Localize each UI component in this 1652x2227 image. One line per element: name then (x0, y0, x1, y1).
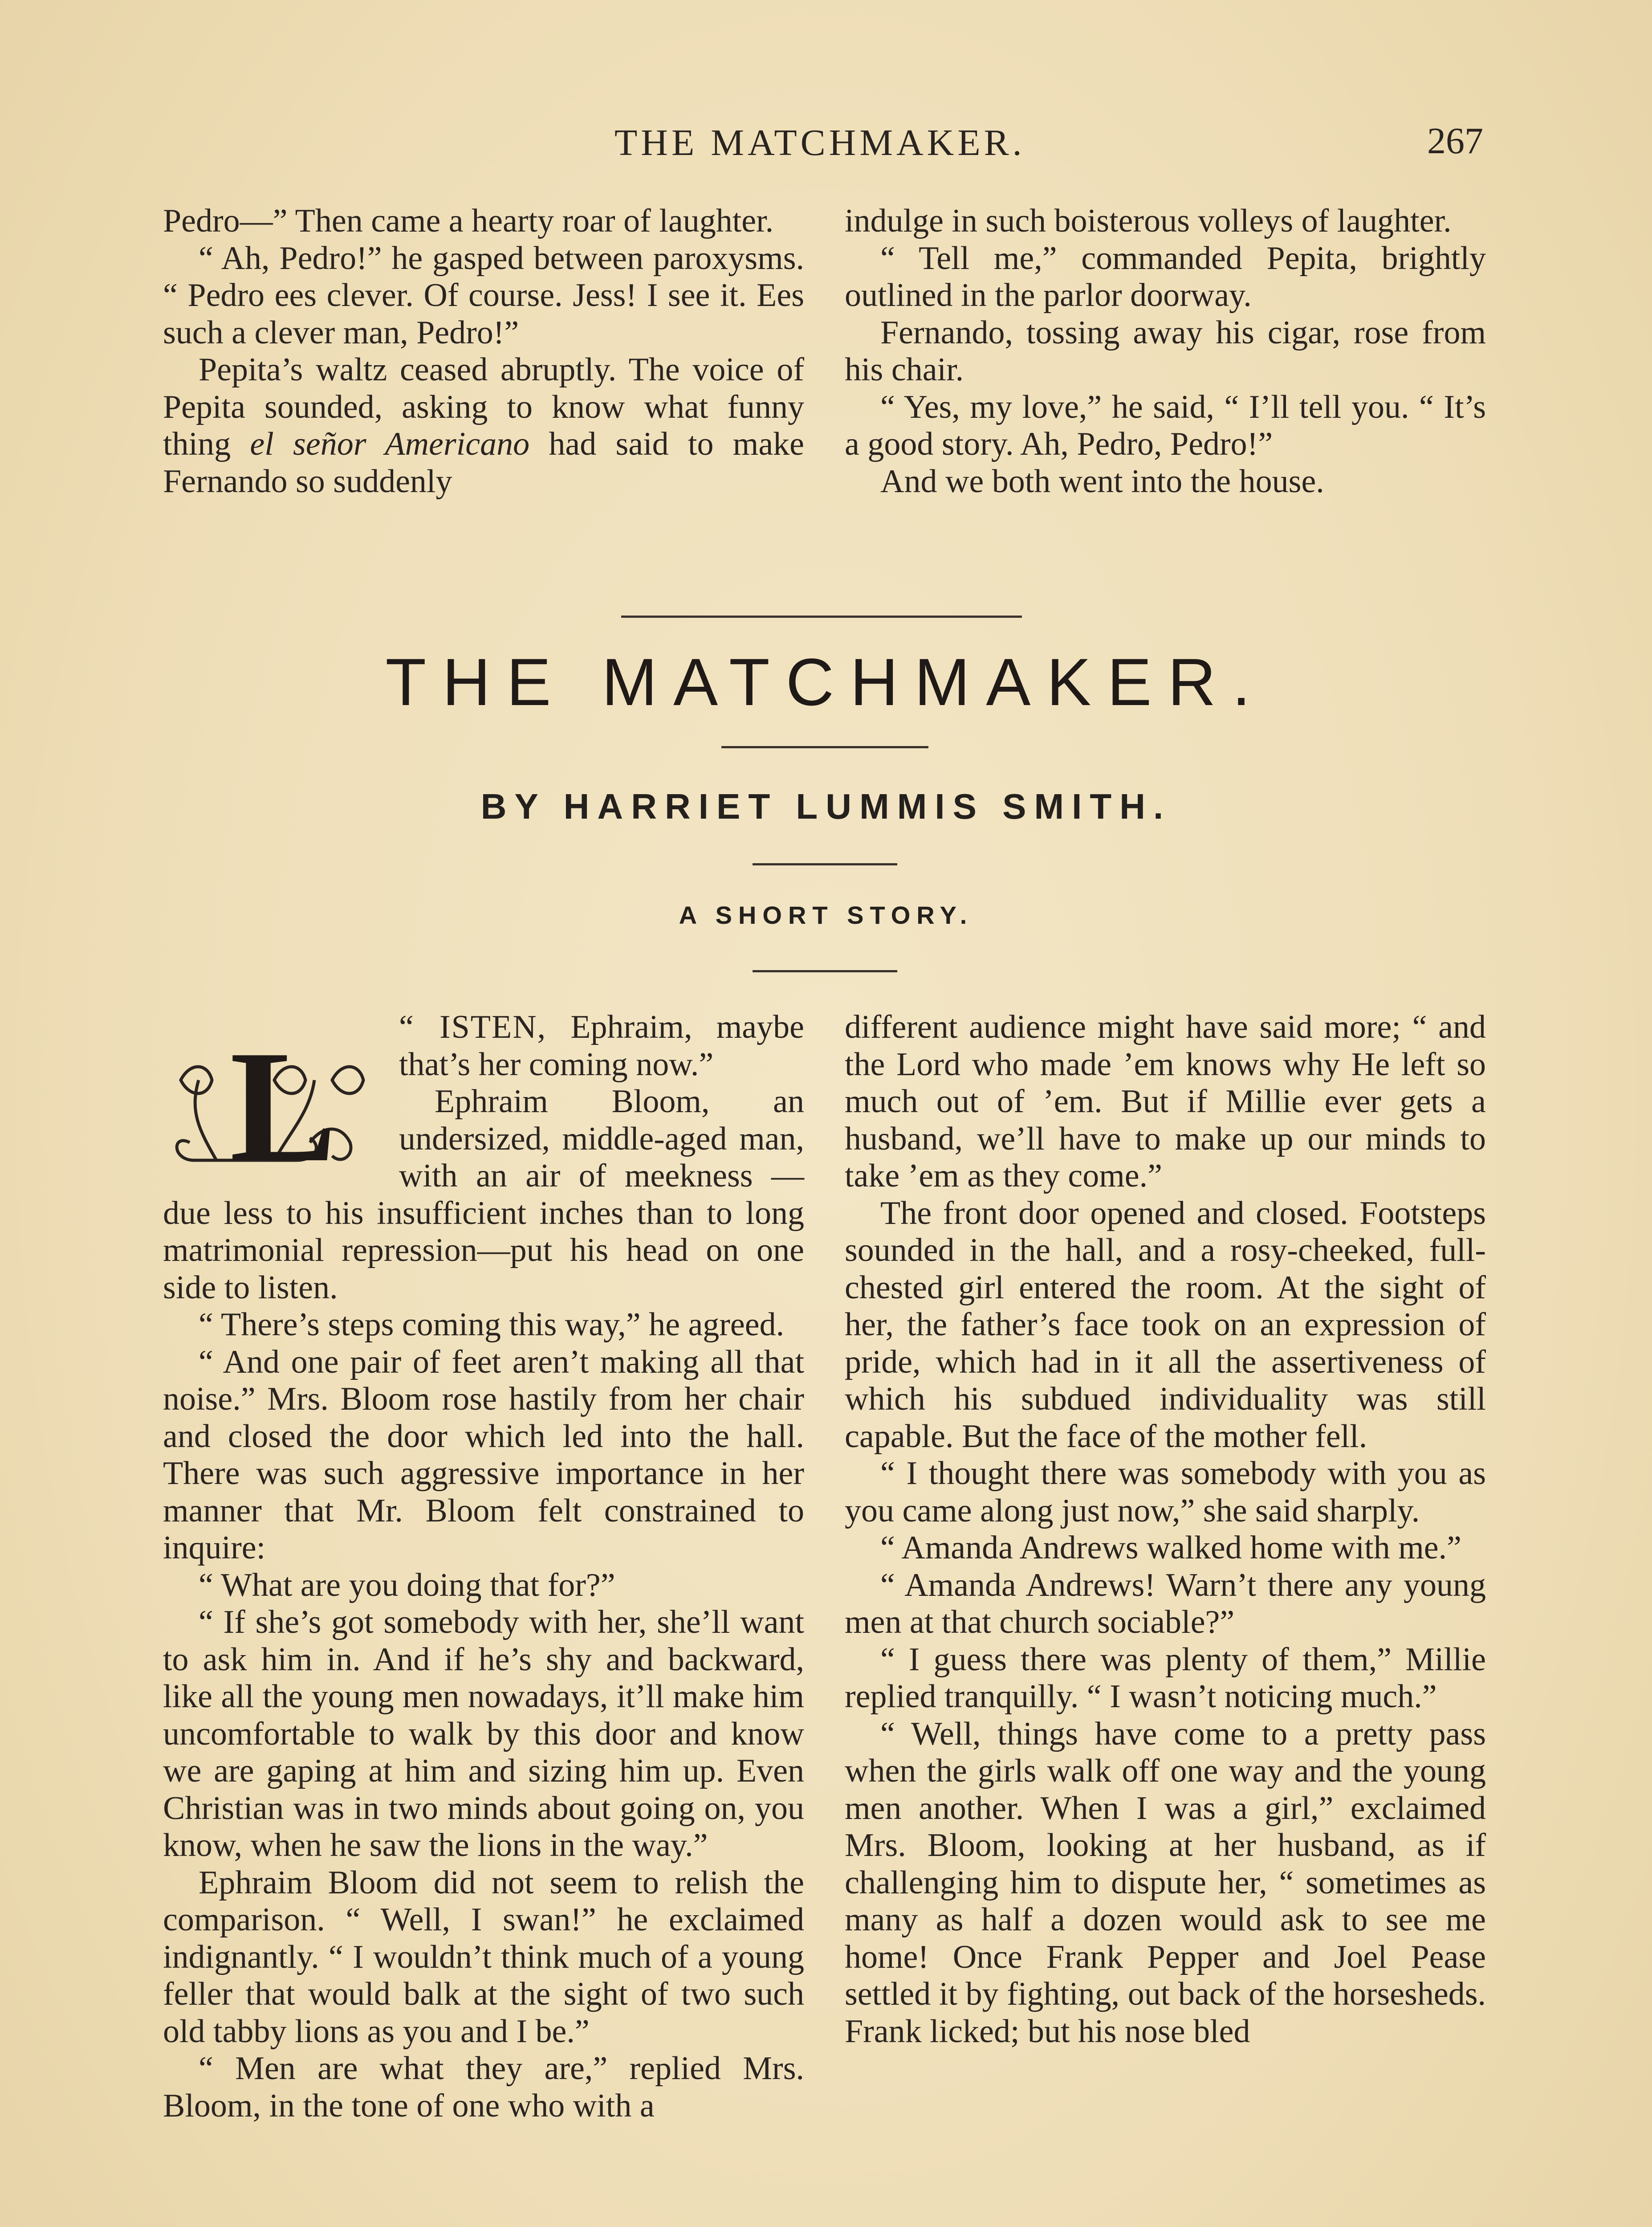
paragraph: “ Yes, my love,” he said, “ I’ll tell you. “ It’s a good story. Ah, Pedro, Pedro!” (845, 388, 1486, 462)
byline: BY HARRIET LUMMIS SMITH. (480, 787, 1172, 826)
paragraph: The front door opened and closed. Footsteps sounded in the hall, and a rosy-cheeked, full-chested girl entered the room. At the sight of her, the father’s face took on an expression of pride, which had in it all the assertiveness of which his subdued individuality was still capable. But the face of the mother fell. (845, 1195, 1486, 1455)
paragraph: Ephraim Bloom did not seem to relish the comparison. “ Well, I swan!” he exclaimed indignantly. “ I wouldn’t think much of a young feller that would balk at the sight of two such old tabby lions as you and I be.” (163, 1864, 804, 2050)
paragraph: Pedro—” Then came a hearty roar of laughter. (163, 203, 774, 239)
paragraph: indulge in such boisterous volleys of laughter. (845, 203, 1452, 239)
paragraph: “ Well, things have come to a pretty pass when the girls walk off one way and the young men another. When I was a girl,” exclaimed Mrs. Bloom, looking at her husband, as if challenging him to dispute her, “ sometimes as many as half a dozen would ask to see me home! Once Frank Pepper and Joel Pease settled it by fighting, out back of the horsesheds. Frank licked; but his nose bled (845, 1715, 1486, 2050)
paragraph: Fernando, tossing away his cigar, rose from his chair. (845, 314, 1486, 388)
paragraph: “ If she’s got somebody with her, she’ll want to ask him in. And if he’s shy and backward, like all the young men nowadays, it’ll make him uncomfortable to walk by this door and know we are gaping at him and sizing him up. Even Christian was in two minds about going on, you know, when he saw the lions in the way.” (163, 1604, 804, 1864)
title-underline (721, 746, 928, 748)
story-left-column (163, 1009, 804, 2125)
byline-underline (753, 863, 897, 865)
story-title: THE MATCHMAKER. (385, 644, 1267, 719)
paragraph-text: Pepita’s waltz ceased abruptly. The voice of Pepita sounded, asking to know what funny thing (163, 351, 804, 462)
story-right-column (845, 1009, 1486, 2050)
paragraph: “ I guess there was plenty of them,” Millie replied tranquilly. “ I wasn’t noticing much.” (845, 1641, 1486, 1715)
kind-underline (753, 970, 897, 972)
previous-story-right-column (845, 203, 1486, 500)
section-divider (621, 616, 1022, 618)
previous-story-left-column (163, 203, 804, 500)
paragraph: “ Ah, Pedro!” he gasped between paroxysms. “ Pedro ees clever. Of course. Jess! I see it. Ees such a clever man, Pedro!” (163, 240, 804, 351)
running-head: THE MATCHMAKER. (614, 122, 1025, 163)
paragraph: And we both went into the house. (880, 463, 1324, 500)
paragraph: “ Men are what they are,” replied Mrs. Bloom, in the tone of one who with a (163, 2050, 804, 2124)
paragraph: “ Amanda Andrews walked home with me.” (880, 1530, 1461, 1566)
paragraph: “ And one pair of feet aren’t making all that noise.” Mrs. Bloom rose hastily from her chair and closed the door which led into the hall. There was such aggressive importance in her manner that Mr. Bloom felt constrained to inquire: (163, 1343, 804, 1566)
opening-word: “ ISTEN, (399, 1009, 547, 1045)
paragraph: different audience might have said more; “ and the Lord who made ’em knows why He left so much out of ’em. But if Millie ever gets a husband, we’ll have to make up our minds to take ’em as they come.” (845, 1009, 1486, 1194)
paragraph: “ There’s steps coming this way,” he agreed. (199, 1306, 785, 1343)
story-kind: A SHORT STORY. (679, 901, 973, 929)
paragraph-text: had said to make Fernando so suddenly (163, 426, 805, 500)
paragraph: “ What are you doing that for?” (199, 1566, 615, 1603)
page-number: 267 (1427, 120, 1483, 162)
italic-phrase: el señor Americano (250, 426, 530, 462)
paragraph-text: Ephraim, maybe that’s her coming now.” (399, 1009, 805, 1083)
floral-ornament-icon (163, 1013, 386, 1187)
drop-cap-ornament (163, 1013, 386, 1187)
paragraph: “ I thought there was somebody with you as you came along just now,” she said sharply. (845, 1455, 1486, 1529)
paragraph: Ephraim Bloom, an undersized, middle-aged man, with an air of meekness — due less to his insufficient inches than to long matrimonial repression—put his head on one side to listen. (163, 1083, 804, 1306)
paragraph (163, 351, 804, 500)
paragraph: “ Tell me,” commanded Pepita, brightly outlined in the parlor doorway. (845, 240, 1486, 314)
drop-cap-letter: L (230, 1017, 337, 1187)
paragraph: “ Amanda Andrews! Warn’t there any young men at that church sociable?” (845, 1566, 1486, 1640)
